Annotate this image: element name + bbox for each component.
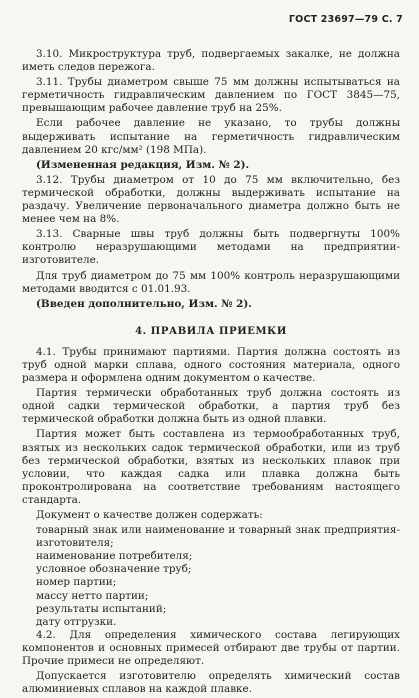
clause-4-2: 4.2. Для определения химического состава легирующих компонентов и основных примесей отбирают две трубы от партии. Прочие примеси не определяют.	[22, 628, 400, 668]
amendment-note-2: (Введен дополнительно, Изм. № 2).	[36, 297, 252, 310]
list-item: дату отгрузки.	[36, 615, 117, 628]
list-item: номер партии;	[36, 576, 117, 589]
clause-4-2-note: Допускается изготовителю определять химический состав алюминиевых сплавов на каждой плавке.	[22, 670, 400, 696]
document-body	[22, 48, 400, 698]
list-item: товарный знак или наименование и товарный знак предприятия-изготовителя;	[36, 524, 400, 550]
page-header: ГОСТ 23697—79 С. 7	[288, 14, 403, 25]
quality-document-list	[22, 524, 400, 629]
section-title: 4. ПРАВИЛА ПРИЕМКИ	[135, 325, 287, 337]
quality-document-intro: Документ о качестве должен содержать:	[36, 509, 263, 521]
clause-4-1-composition: Партия может быть составлена из термообработанных труб, взятых из нескольких садок термической обработки, или из труб без термической обработки, взятых из нескольких плавок при условии, что каждая садка или плавка должна быть проконтролирована на соответствие требованиям настоящего стандарта.	[22, 428, 400, 506]
list-item: условное обозначение труб;	[36, 563, 192, 576]
clause-3-11: 3.11. Трубы диаметром свыше 75 мм должны испытываться на герметичность гидравлическим давлением по ГОСТ 3845—75, превышающим рабочее давление труб на 25%.	[22, 76, 400, 115]
clause-4-1-heat-treated: Партия термически обработанных труб должна состоять из одной садки термической обработки, а партия труб без термической обработки должна быть из одной плавки.	[22, 387, 400, 426]
clause-3-11-note: Если рабочее давление не указано, то трубы должны выдерживать испытание на герметичность гидравлическим давлением 20 кгс/мм² (198 МПа).	[22, 117, 400, 156]
clause-3-10: 3.10. Микроструктура труб, подвергаемых закалке, не должна иметь следов пережога.	[22, 48, 400, 74]
list-item: результаты испытаний;	[36, 602, 167, 615]
clause-3-13-note: Для труб диаметром до 75 мм 100% контроль неразрушающими методами вводится с 01.01.93.	[22, 269, 400, 295]
clause-4-1: 4.1. Трубы принимают партиями. Партия должна состоять из труб одной марки сплава, одного состояния материала, одного размера и оформлена одним документом о качестве.	[22, 345, 400, 385]
clause-3-13: 3.13. Сварные швы труб должны быть подвергнуты 100% контролю неразрушающими методами на предприятии-изготовителе.	[22, 228, 400, 267]
list-item: массу нетто партии;	[36, 589, 149, 602]
amendment-note-1: (Измененная редакция, Изм. № 2).	[36, 158, 250, 171]
clause-3-12: 3.12. Трубы диаметром от 10 до 75 мм включительно, без термической обработки, должны выдерживать испытание на раздачу. Увеличение первоначального диаметра должно быть не менее чем на 8%.	[22, 173, 400, 226]
list-item: наименование потребителя;	[36, 550, 193, 563]
